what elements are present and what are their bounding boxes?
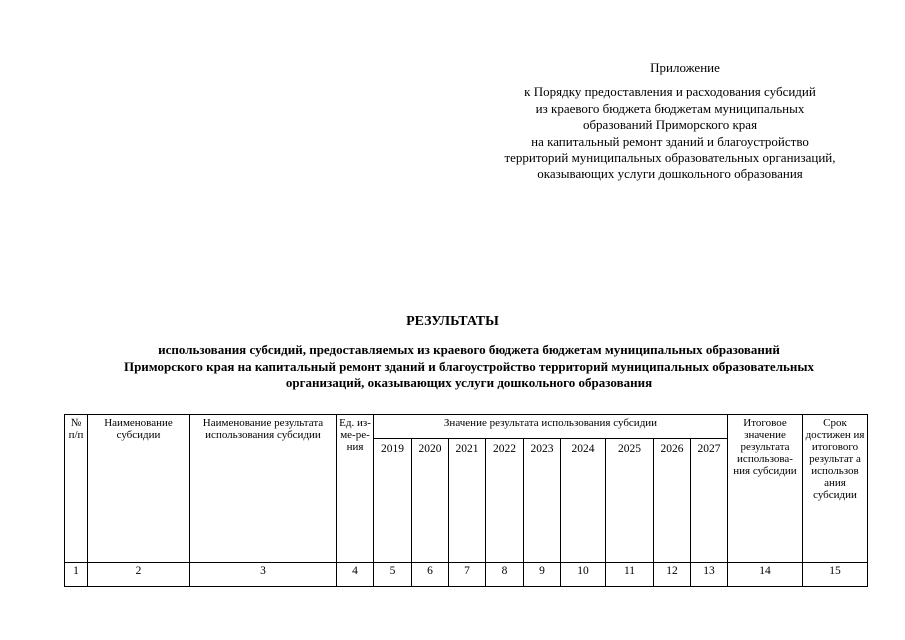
appendix-line: образований Приморского края [582, 117, 758, 133]
column-number-cell: 11 [606, 563, 654, 587]
year-cell: 2020 [412, 439, 449, 563]
column-number-cell: 3 [190, 563, 337, 587]
appendix-line: из краевого бюджета бюджетам муниципальных [535, 100, 805, 116]
year-cell: 2019 [374, 439, 412, 563]
header-deadline: Срок достижен ия итогового результат а использов ания субсидии [803, 415, 868, 563]
year-cell: 2025 [606, 439, 654, 563]
header-result-name: Наименование результата использования субсидии [190, 415, 337, 563]
header-value-group: Значение результата использования субсидии [374, 415, 728, 439]
appendix-line: к Порядку предоставления и расходования субсидий [524, 84, 816, 100]
column-number-cell: 9 [524, 563, 561, 587]
header-subsidy-name: Наименование субсидии [88, 415, 190, 563]
column-number-cell: 5 [374, 563, 412, 587]
subtitle-line: Приморского края на капитальный ремонт зданий и благоустройство территорий муниципальных образовательных [123, 358, 815, 374]
document-subtitle [50, 342, 888, 392]
year-cell: 2022 [486, 439, 524, 563]
appendix-line: территорий муниципальных образовательных организаций, [504, 150, 836, 166]
column-number-cell: 10 [561, 563, 606, 587]
column-number-cell: 14 [728, 563, 803, 587]
document-title: РЕЗУЛЬТАТЫ [406, 314, 499, 329]
column-number-cell: 12 [654, 563, 691, 587]
column-number-cell: 4 [337, 563, 374, 587]
year-cell: 2027 [691, 439, 728, 563]
column-number-cell: 15 [803, 563, 868, 587]
column-number-cell: 6 [412, 563, 449, 587]
appendix-block [470, 60, 870, 183]
appendix-line: на капитальный ремонт зданий и благоустройство [531, 133, 809, 149]
column-number-cell: 13 [691, 563, 728, 587]
column-number-cell: 7 [449, 563, 486, 587]
header-num: № п/п [65, 415, 88, 563]
subtitle-line: организаций, оказывающих услуги дошкольного образования [285, 375, 653, 391]
results-table [64, 414, 868, 587]
column-numbers-row [65, 563, 868, 587]
year-cell: 2026 [654, 439, 691, 563]
column-number-cell: 8 [486, 563, 524, 587]
header-row [65, 415, 868, 439]
column-number-cell: 1 [65, 563, 88, 587]
year-cell: 2024 [561, 439, 606, 563]
appendix-line: оказывающих услуги дошкольного образования [537, 166, 803, 182]
header-unit: Ед. из-ме-ре-ния [337, 415, 374, 563]
year-cell: 2021 [449, 439, 486, 563]
year-cell: 2023 [524, 439, 561, 563]
subtitle-line: использования субсидий, предоставляемых из краевого бюджета бюджетам муниципальных образований [158, 342, 780, 357]
header-final-value: Итоговое значение результата использова-ния субсидии [728, 415, 803, 563]
appendix-label: Приложение [650, 60, 720, 75]
column-number-cell: 2 [88, 563, 190, 587]
